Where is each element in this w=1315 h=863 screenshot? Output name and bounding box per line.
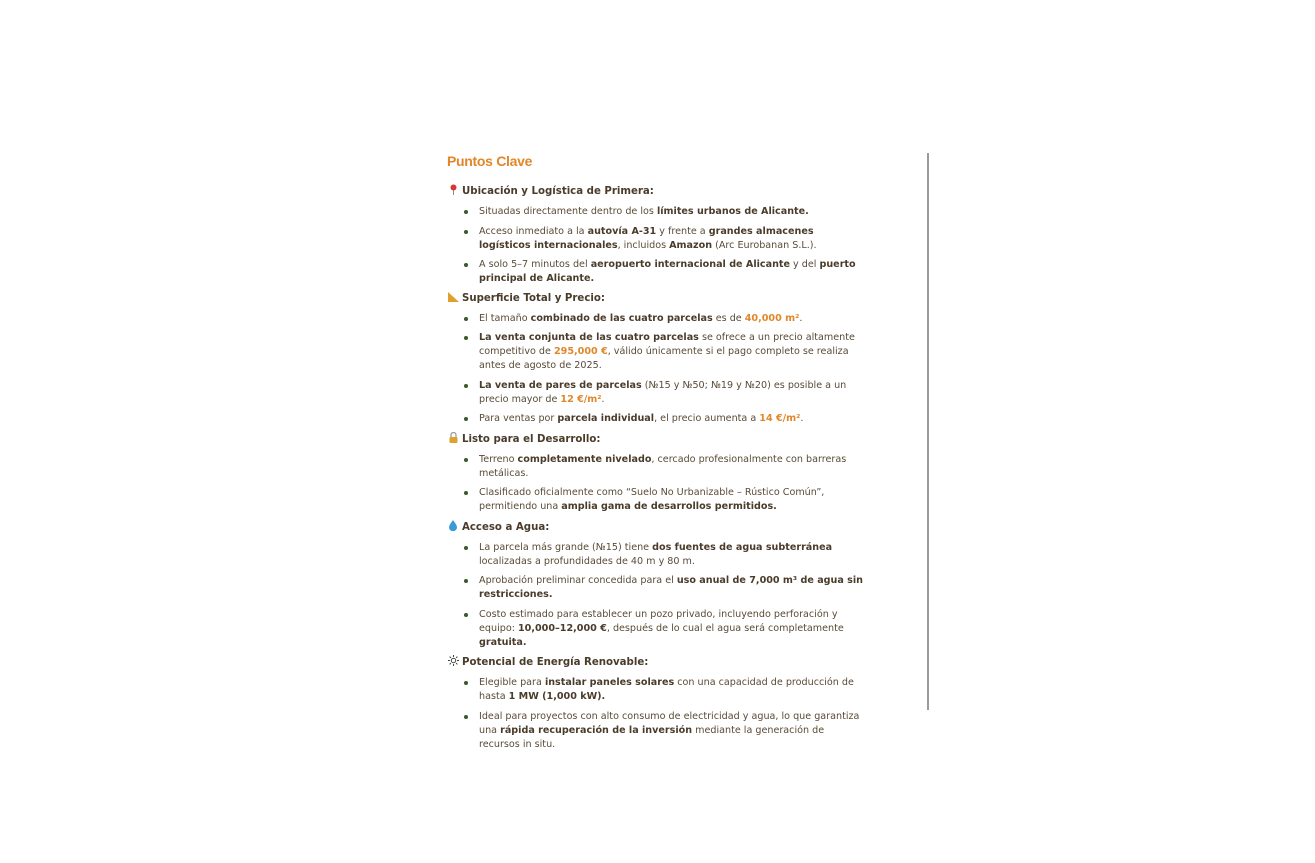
list-item: Terreno completamente nivelado, cercado profesionalmente con barreras metálicas. (447, 453, 867, 481)
page-title: Puntos Clave (447, 153, 533, 169)
energy-list (447, 676, 867, 752)
section-title-development: Listo para el Desarrollo: (447, 432, 867, 448)
section-location (447, 184, 867, 286)
scrollbar[interactable] (927, 153, 929, 710)
list-item: Costo estimado para establecer un pozo privado, incluyendo perforación y equipo: 10,000–12,000 €, después de lo cual el agua será completamente gratuita. (447, 608, 867, 650)
list-item: Clasificado oficialmente como “Suelo No Urbanizable – Rústico Común”, permitiendo una amplia gama de desarrollos permitidos. (447, 486, 867, 514)
list-item: La parcela más grande (№15) tiene dos fuentes de agua subterránea localizadas a profundidades de 40 m y 80 m. (447, 541, 867, 569)
list-item: Aprobación preliminar concedida para el uso anual de 7,000 m³ de agua sin restricciones. (447, 574, 867, 602)
list-item: La venta conjunta de las cuatro parcelas se ofrece a un precio altamente competitivo de 295,000 €, válido únicamente si el pago completo se realiza antes de agosto de 2025. (447, 331, 867, 373)
section-energy (447, 655, 867, 752)
list-item: A solo 5–7 minutos del aeropuerto internacional de Alicante y del puerto principal de Alicante. (447, 258, 867, 286)
list-item: Ideal para proyectos con alto consumo de electricidad y agua, lo que garantiza una rápida recuperación de la inversión mediante la generación de recursos in situ. (447, 710, 867, 752)
list-item: El tamaño combinado de las cuatro parcelas es de 40,000 m². (447, 312, 867, 326)
section-development (447, 432, 867, 515)
section-area-price (447, 292, 867, 427)
area-price-list (447, 312, 867, 427)
section-title-water: Acceso a Agua: (447, 520, 867, 536)
water-list (447, 541, 867, 650)
sun-icon (447, 655, 459, 671)
location-list (447, 205, 867, 286)
list-item: Acceso inmediato a la autovía A-31 y frente a grandes almacenes logísticos internacionales, incluidos Amazon (Arc Eurobanan S.L.). (447, 225, 867, 253)
droplet-icon (447, 520, 459, 536)
section-title-energy: Potencial de Energía Renovable: (447, 655, 867, 671)
section-title-area-price: Superficie Total y Precio: (447, 292, 867, 307)
list-item: La venta de pares de parcelas (№15 y №50; №19 y №20) es posible a un precio mayor de 12 €/m². (447, 379, 867, 407)
section-title-location: Ubicación y Logística de Primera: (447, 184, 867, 200)
list-item: Elegible para instalar paneles solares con una capacidad de producción de hasta 1 MW (1,000 kW). (447, 676, 867, 704)
list-item: Situadas directamente dentro de los límites urbanos de Alicante. (447, 205, 867, 219)
key-points-panel (447, 150, 867, 757)
triangular-ruler-icon (447, 292, 459, 307)
list-item: Para ventas por parcela individual, el precio aumenta a 14 €/m². (447, 412, 867, 426)
round-pushpin-icon (447, 184, 459, 200)
development-list (447, 453, 867, 515)
section-water (447, 520, 867, 650)
lock-icon (447, 432, 459, 448)
